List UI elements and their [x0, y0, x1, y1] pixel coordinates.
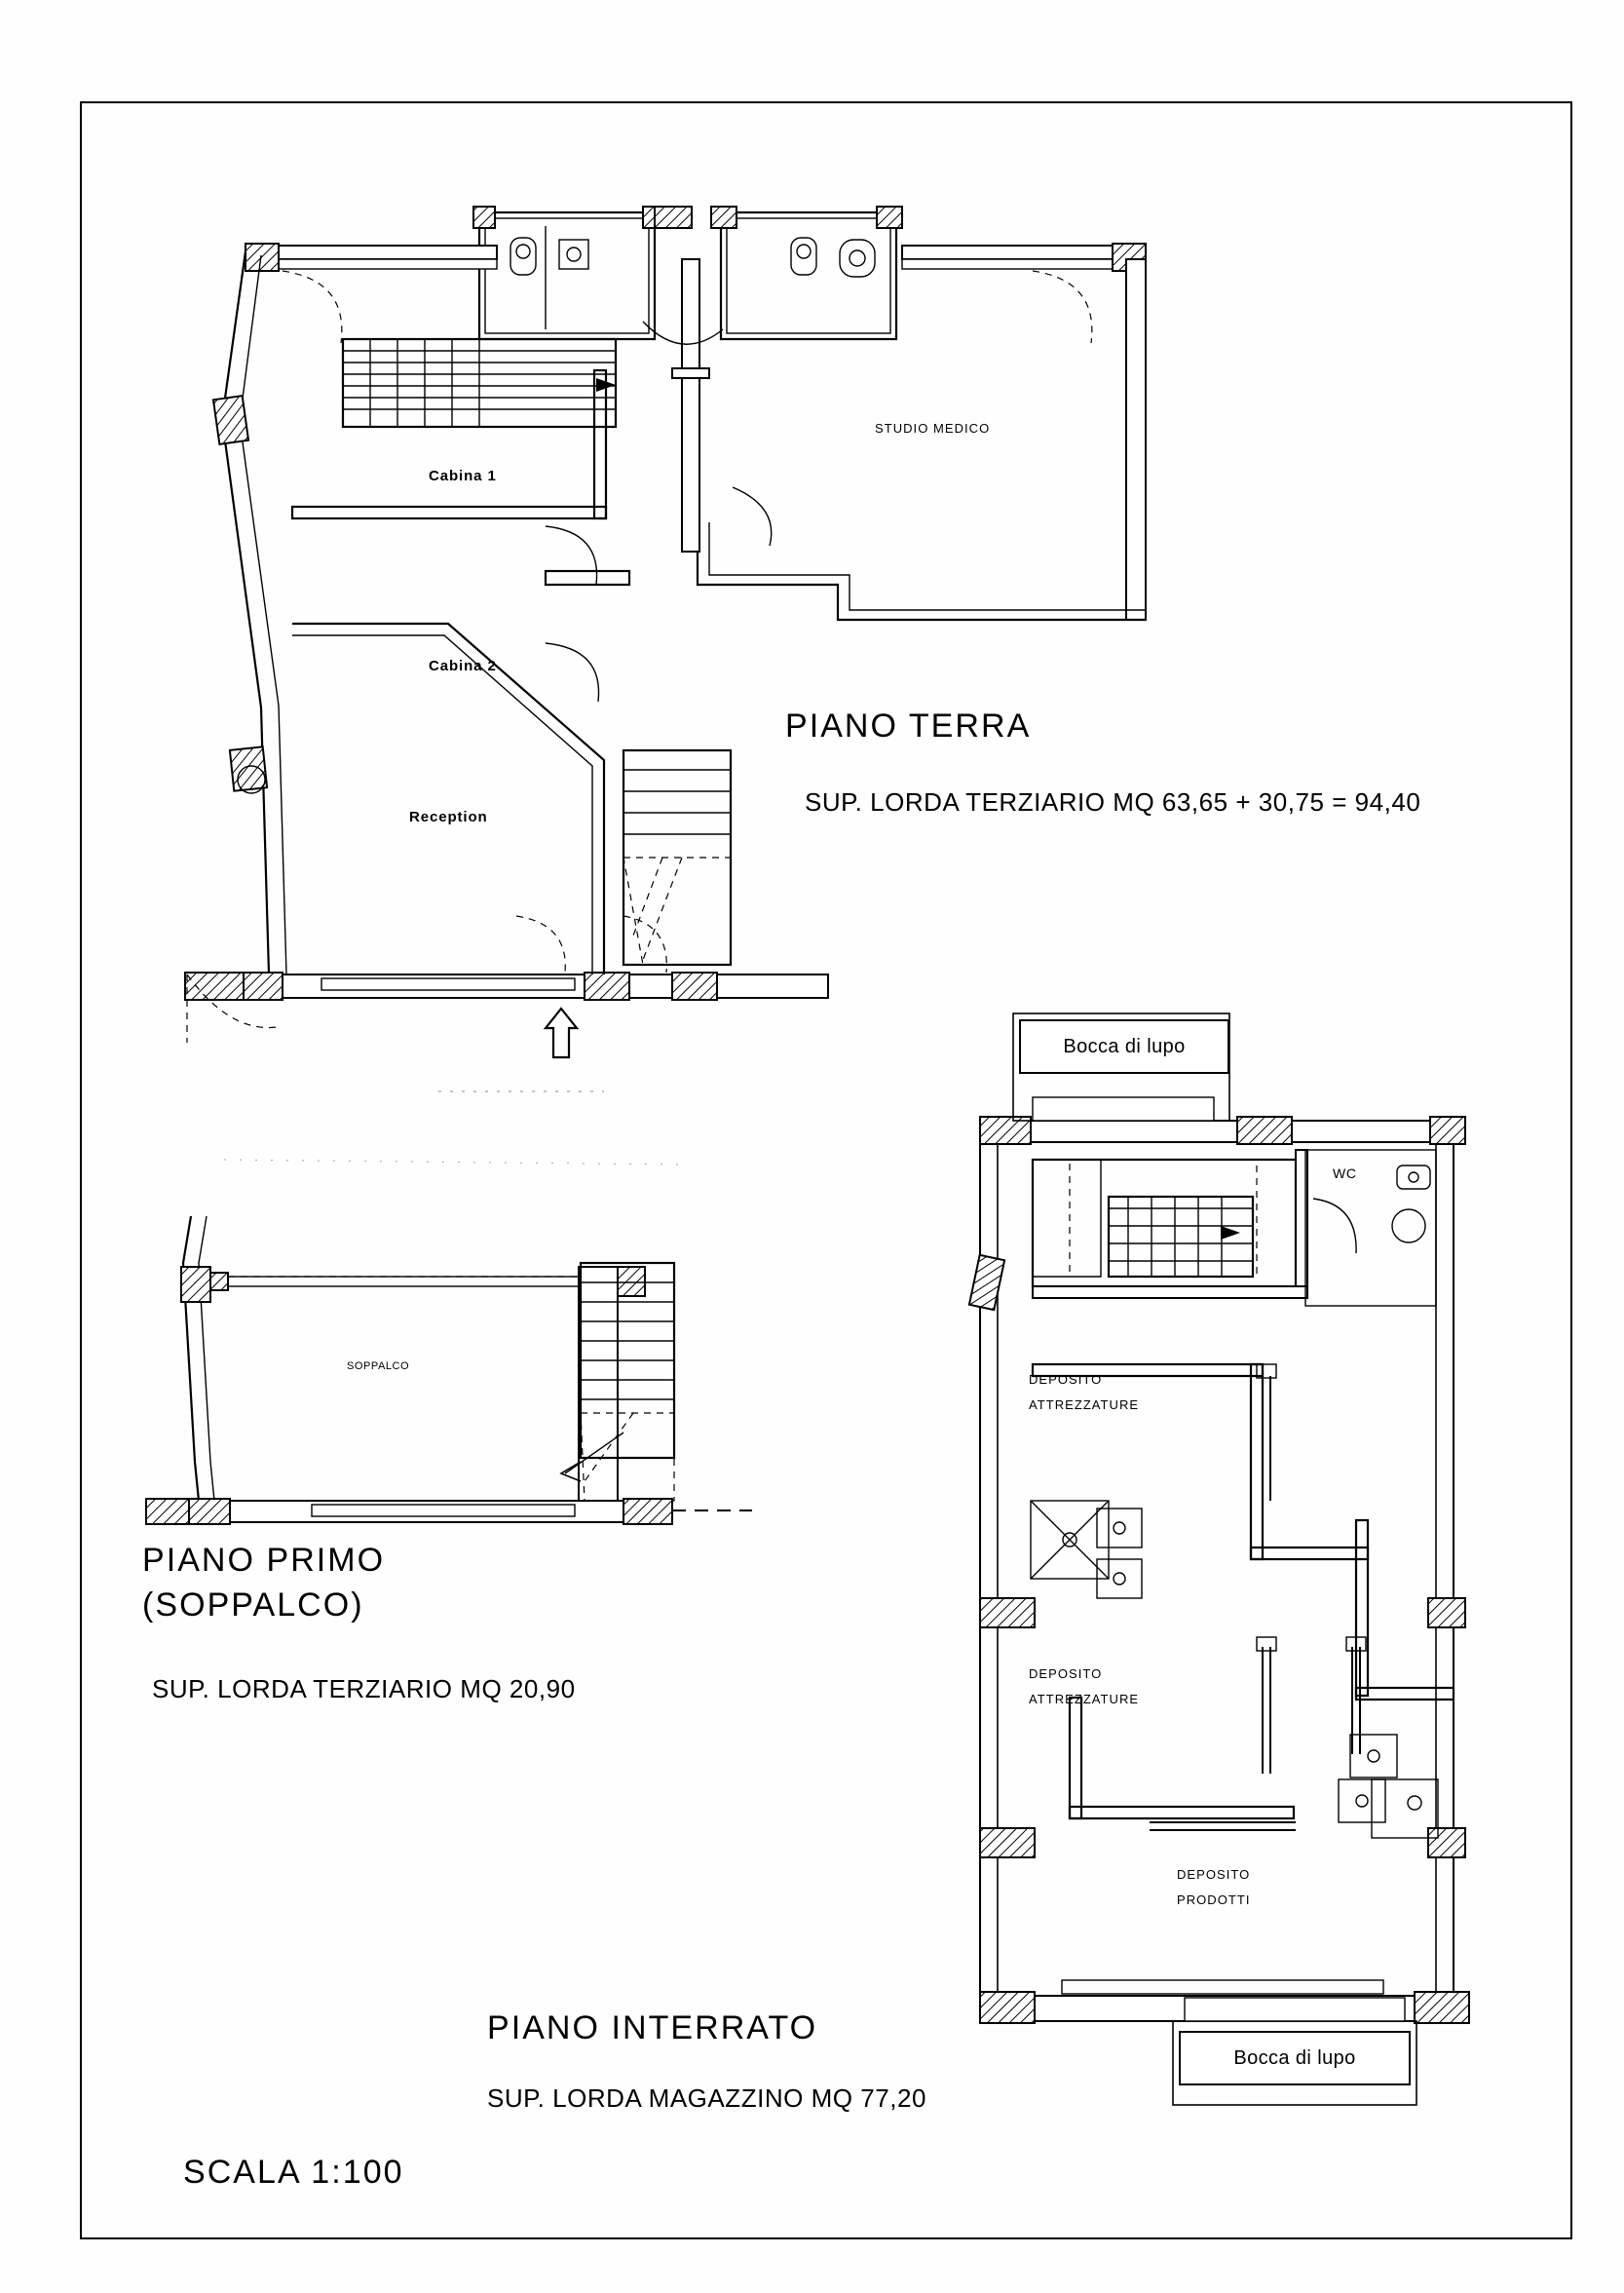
room-label-wc: WC [1333, 1166, 1357, 1181]
room-label-soppalco: SOPPALCO [347, 1360, 410, 1372]
room-label-studio-medico: STUDIO MEDICO [875, 421, 991, 436]
room-label-deposito-prodotti-line2: PRODOTTI [1177, 1892, 1251, 1907]
plan-area-piano-interrato: SUP. LORDA MAGAZZINO MQ 77,20 [487, 2083, 926, 2113]
room-label-deposito-attrezzature-1-line1: DEPOSITO [1029, 1372, 1103, 1387]
plan-area-piano-terra: SUP. LORDA TERZIARIO MQ 63,65 + 30,75 = 94,40 [805, 787, 1421, 817]
room-label-cabina-2: Cabina 2 [429, 658, 497, 674]
room-label-deposito-attrezzature-1-line2: ATTREZZATURE [1029, 1397, 1140, 1412]
room-label-cabina-1: Cabina 1 [429, 468, 497, 484]
room-label-reception: Reception [409, 809, 488, 825]
bocca-di-lupo-top-box [1019, 1019, 1229, 1074]
plan-title-piano-primo-line1: PIANO PRIMO [142, 1542, 386, 1579]
bocca-di-lupo-top-label: Bocca di lupo [1063, 1035, 1186, 1057]
bocca-di-lupo-bottom-box [1179, 2031, 1411, 2085]
bocca-di-lupo-bottom-label: Bocca di lupo [1233, 2046, 1356, 2069]
room-label-deposito-attrezzature-2-line1: DEPOSITO [1029, 1666, 1103, 1681]
plan-title-piano-interrato: PIANO INTERRATO [487, 2009, 818, 2046]
plan-title-piano-terra: PIANO TERRA [785, 707, 1032, 745]
room-label-deposito-attrezzature-2-line2: ATTREZZATURE [1029, 1692, 1140, 1706]
scale-label: SCALA 1:100 [183, 2154, 404, 2191]
plan-title-piano-primo-line2: (SOPPALCO) [142, 1586, 364, 1624]
plan-area-piano-primo: SUP. LORDA TERZIARIO MQ 20,90 [152, 1674, 576, 1703]
room-label-deposito-prodotti-line1: DEPOSITO [1177, 1867, 1251, 1882]
